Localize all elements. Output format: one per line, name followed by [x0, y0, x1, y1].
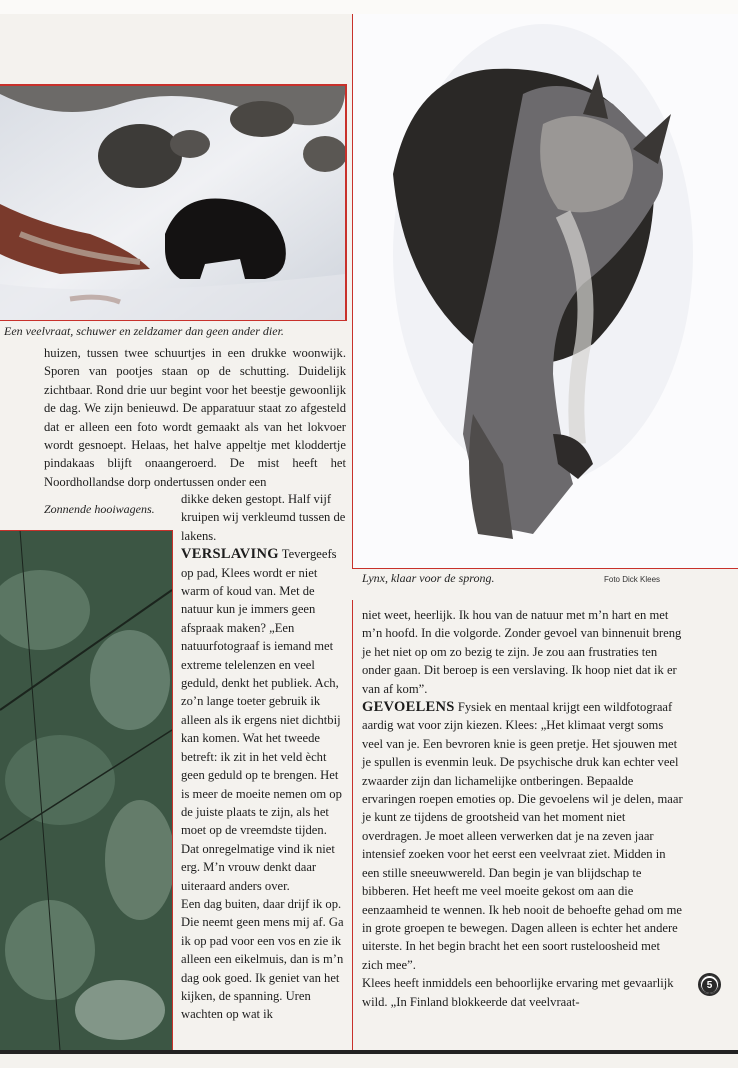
- page-bottom-rule: [0, 1050, 738, 1054]
- page-top-band: [0, 0, 738, 14]
- forest-caption: Zonnende hooiwagens.: [44, 502, 155, 516]
- heading-gevoelens: GEVOELENS: [362, 699, 455, 716]
- lynx-illustration: [353, 14, 738, 568]
- lynx-caption: Lynx, klaar voor de sprong.: [362, 571, 495, 585]
- forest-illustration: [0, 530, 172, 1050]
- wolverine-photo: [0, 84, 345, 320]
- page-number-badge: [698, 973, 721, 996]
- gevoelens-paragraph: [362, 698, 684, 974]
- lynx-photo-border-bottom: [352, 568, 738, 569]
- col-f-paragraph: Klees heeft inmiddels een behoorlijke ervaring met gevaarlijk wild. „In Finland blokkeerde dat veelvraat-: [362, 976, 674, 1009]
- wolverine-photo-border: [0, 84, 345, 86]
- page-number: 5: [702, 978, 717, 993]
- lynx-photo: [353, 14, 738, 568]
- forest-photo-border-top: [0, 530, 172, 531]
- col-d-paragraph: niet weet, heerlijk. Ik hou van de natuur met m’n hart en met m’n hoofd. In die volgorde. Zonder gevoel van binnenuit breng je het niet op om zo bezig te zijn. Je zou aan frustraties ten onder gaan. Dit beroep is een verslaving. Ik hoop niet dat ik er van af kom”.: [362, 608, 682, 696]
- article-col-narrow: [181, 490, 347, 1024]
- verslaving-paragraph: [181, 545, 347, 895]
- wolverine-caption: Een veelvraat, schuwer en zeldzamer dan geen ander dier.: [4, 324, 284, 338]
- col-c-paragraph: Een dag buiten, daar drijf ik op. Die neemt geen mens mij af. Ga ik op pad voor een vos en zie ik alleen een eikelmuis, dan is m’n dag ook goed. Ik geniet van het kijken, de spanning. Uren wachten op wat ik: [181, 896, 344, 1022]
- lynx-photo-border-left: [352, 14, 353, 569]
- wolverine-photo-border-right: [345, 84, 347, 321]
- intro-paragraph: huizen, tussen twee schuurtjes in een drukke woonwijk. Sporen van pootjes staan op de schutting. Duidelijk zichtbaar. Rond drie uur begint voor het beestje gewoonlijk de dag. We zijn benieuwd. De apparatuur staat zo afgesteld dat er alleen een foto wordt gemaakt als van het lokvoer wordt gesnoept. Helaas, het halve appeltje met kloddertje pindakaas blijft onaangeroerd. De mist heeft het Noordhollandse dorp ondertussen onder een: [44, 346, 346, 489]
- col-e-text: Fysiek en mentaal krijgt een wildfotograaf aardig wat voor zijn kiezen. Klees: „Het klimaat vergt soms veel van je. Een bevroren knie is geen pretje. Het sjouwen met je spullen is evenmin leuk. De psychische druk kan echter veel zwaarder zijn dan lichamelijke ontberingen. Bepaalde ervaringen roepen emoties op. Die gevoelens wil je delen, maar je kunt ze tijdens de grootsheid van het moment niet overdragen. Je moet alleen verwerken dat je na zeven jaar intensief zoeken voor het eerst een veelvraat ziet. Midden in een stille sneeuwwereld. Dan begin je van blijdschap te bibberen. Het heeft me veel moeite gekost om aan die eenzaamheid te wennen. Ik heb nooit de behoefte gehad om me in grote groepen te bewegen. Dagen alleen is echter het andere uiterste. In het begin bracht het een soort rusteloosheid met zich mee”.: [362, 700, 683, 972]
- column-divider: [352, 600, 353, 1050]
- wolverine-illustration: [0, 84, 345, 320]
- lynx-photo-credit: Foto Dick Klees: [604, 575, 661, 584]
- article-intro: [44, 344, 346, 491]
- article-col-right: [362, 606, 684, 1011]
- col-b-text: Tevergeefs op pad, Klees wordt er niet warm of koud van. Met de natuur kun je immers geen afspraak maken? „Een natuurfotograaf is iemand met extreme telelenzen en veel geduld, denkt het publiek. Ach, zo’n lange toeter gebruik ik alleen als ik ergens niet dichtbij kan komen. Wat het tweede betreft: ik zit in het veld ècht geen geduld op te brengen. Het is meer de moeite nemen om op de juiste plaats te zijn, als het moet op de vreemdste tijden. Dat onregelmatige vind ik niet erg. M’n vrouw denkt daar uiteraard anders over.: [181, 547, 342, 893]
- col-a-paragraph: dikke deken gestopt. Half vijf kruipen wij verkleumd tussen de lakens.: [181, 492, 346, 543]
- wolverine-photo-border-bottom: [0, 320, 347, 321]
- forest-photo: [0, 530, 172, 1050]
- forest-photo-border-right: [172, 530, 173, 1050]
- heading-verslaving: VERSLAVING: [181, 546, 279, 563]
